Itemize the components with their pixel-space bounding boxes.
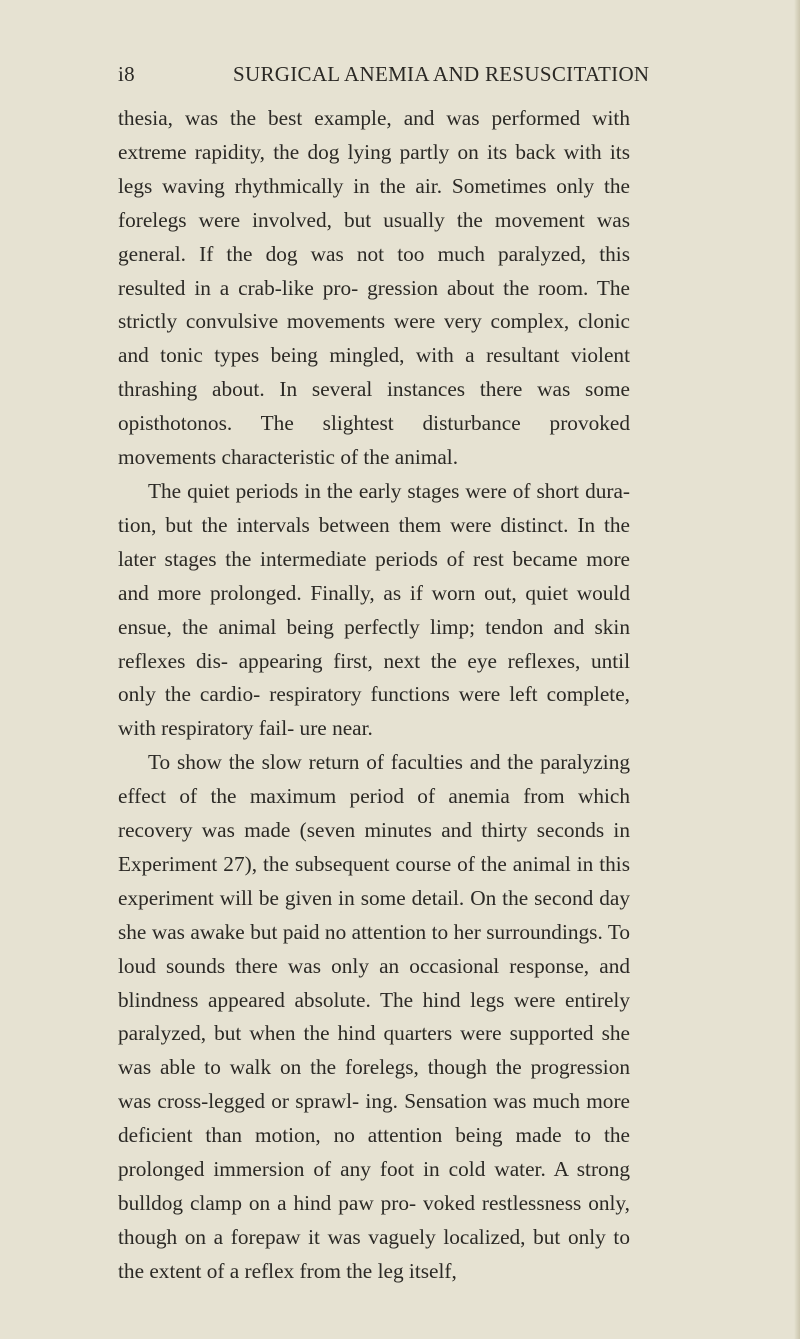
- paragraph-1: thesia, was the best example, and was performed with extreme rapidity, the dog lying partly on its back with its legs waving rhythmically in the air. Sometimes only the forelegs were involved, but usually the movement was general. If the dog was not too much paralyzed, this resulted in a crab-like pro- gression about the room. The strictly convulsive movements were very complex, clonic and tonic types being mingled, with a resultant violent thrashing about. In several instances there was some opisthotonos. The slightest disturbance provoked movements characteristic of the animal.: [118, 106, 630, 470]
- page-number: i8: [118, 62, 135, 86]
- paragraph-2: The quiet periods in the early stages were of short dura- tion, but the intervals between them were distinct. In the later stages the intermediate periods of rest became more and more prolonged. Finally, as if worn out, quiet would ensue, the animal being perfectly limp; tendon and skin reflexes dis- appearing first, next the eye reflexes, until only the cardio- respiratory functions were left complete, with respiratory fail- ure near.: [118, 478, 630, 741]
- paragraph-3: To show the slow return of faculties and the paralyzing effect of the maximum period of anemia from which recovery was made (seven minutes and thirty seconds in Experiment 27), the subsequent course of the animal in this experiment will be given in some detail. On the second day she was awake but paid no attention to her surroundings. To loud sounds there was only an occasional response, and blindness appeared absolute. The hind legs were entirely paralyzed, but when the hind quarters were supported she was able to walk on the forelegs, though the progression was cross-legged or sprawl- ing. Sensation was much more deficient than motion, no attention being made to the prolonged immersion of any foot in cold water. A strong bulldog clamp on a hind paw pro- voked restlessness only, though on a forepaw it was vaguely localized, but only to the extent of a reflex from the leg itself,: [118, 750, 630, 1283]
- running-head: [118, 62, 650, 92]
- running-title: SURGICAL ANEMIA AND RESUSCITATION: [233, 62, 650, 86]
- page-edge-shadow: [794, 0, 800, 1339]
- body-text: [118, 102, 630, 1289]
